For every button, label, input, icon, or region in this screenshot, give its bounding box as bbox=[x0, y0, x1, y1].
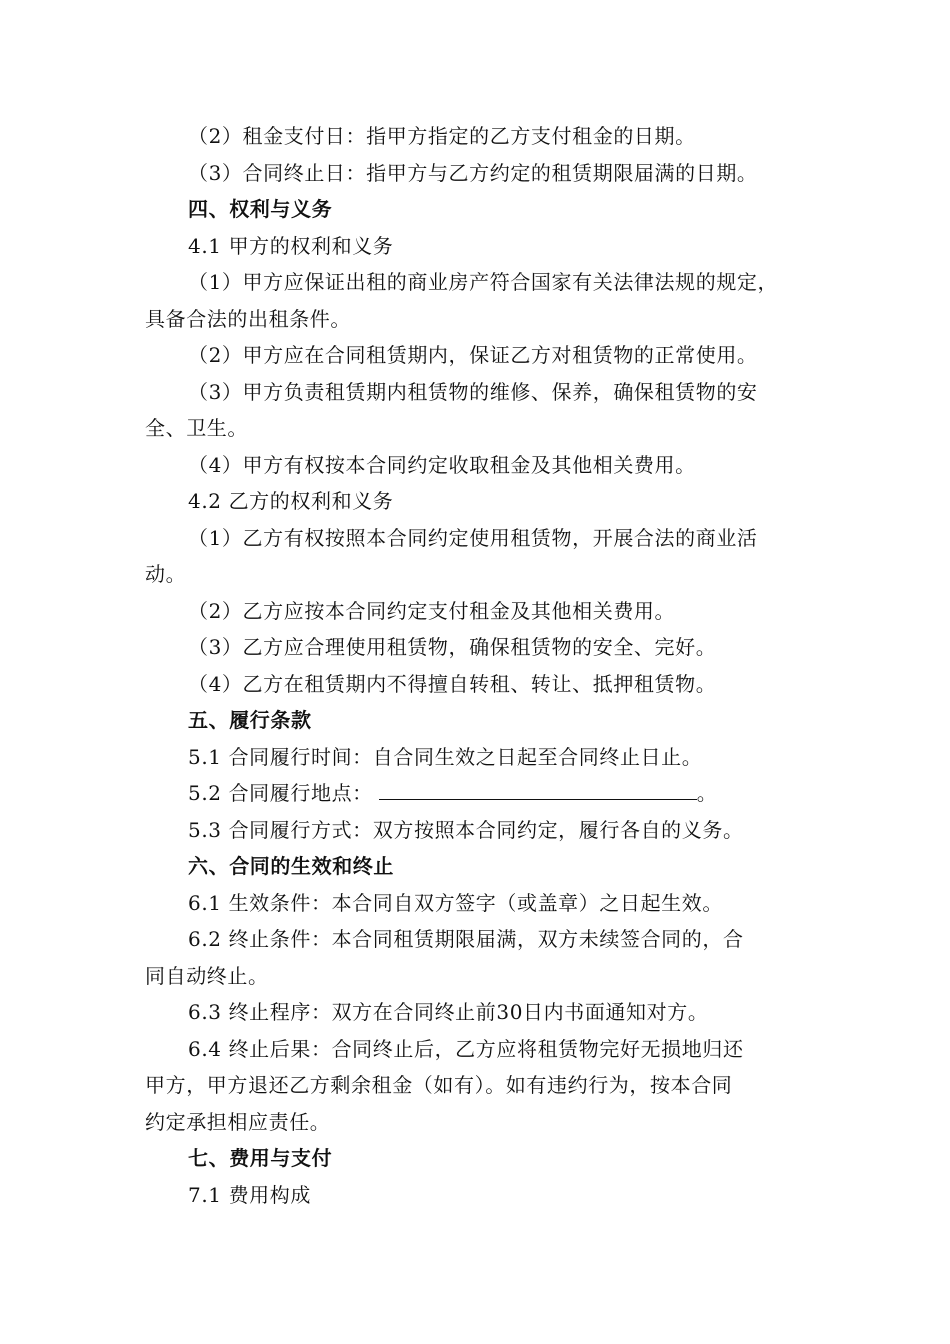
line-text: 6.2 终止条件：本合同租赁期限届满，双方未续签合同的，合 bbox=[188, 927, 744, 951]
text-line bbox=[145, 629, 810, 666]
text-line bbox=[145, 374, 810, 411]
line-text: 动。 bbox=[145, 562, 187, 586]
text-line bbox=[145, 994, 810, 1031]
line-text: （2）乙方应按本合同约定支付租金及其他相关费用。 bbox=[188, 598, 676, 623]
text-line bbox=[145, 739, 810, 776]
line-text: 六、合同的生效和终止 bbox=[188, 854, 394, 878]
text-line bbox=[145, 1067, 810, 1104]
text-line bbox=[145, 1177, 810, 1214]
text-line bbox=[145, 337, 810, 374]
line-text: 七、费用与支付 bbox=[188, 1146, 333, 1170]
text-line bbox=[145, 228, 810, 265]
line-text: 同自动终止。 bbox=[145, 963, 269, 988]
line-text: 五、履行条款 bbox=[188, 708, 312, 732]
line-text: （2）租金支付日：指甲方指定的乙方支付租金的日期。 bbox=[188, 124, 696, 148]
text-line bbox=[145, 483, 810, 520]
text-line bbox=[145, 593, 810, 630]
section-heading bbox=[145, 702, 810, 739]
line-text: 6.1 生效条件：本合同自双方签字（或盖章）之日起生效。 bbox=[188, 890, 723, 915]
text-line bbox=[145, 812, 810, 849]
section-heading bbox=[145, 191, 810, 228]
line-text: 约定承担相应责任。 bbox=[145, 1109, 331, 1134]
text-line bbox=[145, 885, 810, 922]
line-text: （1）甲方应保证出租的商业房产符合国家有关法律法规的规定， bbox=[188, 270, 779, 294]
line-text: 5.3 合同履行方式：双方按照本合同约定，履行各自的义务。 bbox=[188, 817, 744, 842]
line-text: 7.1 费用构成 bbox=[188, 1182, 311, 1207]
text-line bbox=[145, 447, 810, 484]
text-line bbox=[145, 1104, 810, 1141]
line-text: （4）甲方有权按本合同约定收取租金及其他相关费用。 bbox=[188, 452, 696, 477]
text-line bbox=[145, 301, 810, 338]
line-text: （3）乙方应合理使用租赁物，确保租赁物的安全、完好。 bbox=[188, 635, 717, 659]
text-line bbox=[145, 1031, 810, 1068]
line-text: 4.2 乙方的权利和义务 bbox=[188, 489, 394, 513]
text-line bbox=[145, 921, 810, 958]
line-suffix: 。 bbox=[696, 781, 718, 805]
line-text: （1）乙方有权按照本合同约定使用租赁物，开展合法的商业活 bbox=[188, 525, 758, 550]
text-line bbox=[145, 775, 810, 812]
text-line bbox=[145, 410, 810, 447]
line-text: 4.1 甲方的权利和义务 bbox=[188, 233, 394, 258]
text-line bbox=[145, 958, 810, 995]
line-text: 四、权利与义务 bbox=[188, 197, 333, 221]
line-text: 具备合法的出租条件。 bbox=[145, 306, 351, 331]
line-text: 全、卫生。 bbox=[145, 416, 248, 440]
text-line bbox=[145, 556, 810, 593]
line-text: 5.1 合同履行时间：自合同生效之日起至合同终止日止。 bbox=[188, 744, 703, 769]
text-line bbox=[145, 520, 810, 557]
fill-in-blank bbox=[379, 779, 697, 800]
line-text: （3）甲方负责租赁期内租赁物的维修、保养，确保租赁物的安 bbox=[188, 379, 758, 404]
text-line bbox=[145, 118, 810, 155]
line-text: 甲方，甲方退还乙方剩余租金（如有）。如有违约行为，按本合同 bbox=[145, 1073, 733, 1097]
line-text: 6.3 终止程序：双方在合同终止前30日内书面通知对方。 bbox=[188, 1000, 709, 1024]
line-text: （2）甲方应在合同租赁期内，保证乙方对租赁物的正常使用。 bbox=[188, 343, 758, 367]
section-heading bbox=[145, 848, 810, 885]
line-text: （3）合同终止日：指甲方与乙方约定的租赁期限届满的日期。 bbox=[188, 160, 758, 185]
line-text: 6.4 终止后果：合同终止后，乙方应将租赁物完好无损地归还 bbox=[188, 1036, 744, 1061]
section-heading bbox=[145, 1140, 810, 1177]
line-text: 5.2 合同履行地点： bbox=[188, 781, 373, 805]
text-line bbox=[145, 264, 810, 301]
text-line bbox=[145, 666, 810, 703]
text-line bbox=[145, 155, 810, 192]
document-body bbox=[145, 118, 810, 1213]
line-text: （4）乙方在租赁期内不得擅自转租、转让、抵押租赁物。 bbox=[188, 671, 717, 696]
